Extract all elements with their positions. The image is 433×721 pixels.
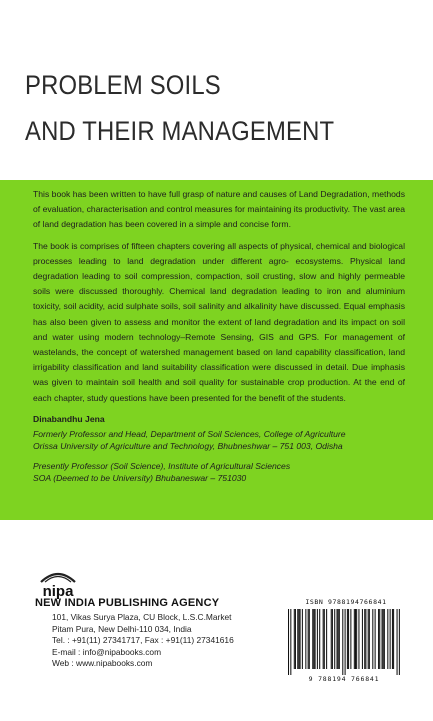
address-line-2: Pitam Pura, New Delhi-110 034, India xyxy=(52,623,192,634)
book-title-line-1: PROBLEM SOILS xyxy=(25,70,221,100)
former-line-2: Orissa University of Agriculture and Technology, Bhubneshwar – 751 003, Odisha xyxy=(33,440,343,451)
address-line-1: 101, Vikas Surya Plaza, CU Block, L.S.C.Market xyxy=(52,612,232,622)
barcode-icon xyxy=(288,609,400,675)
present-line-2: SOA (Deemed to be University) Bhubaneswar – 751030 xyxy=(33,472,247,483)
nipa-logo-icon xyxy=(35,568,81,600)
author-name: Dinabandhu Jena xyxy=(33,413,105,424)
book-title-line-2: AND THEIR MANAGEMENT xyxy=(25,116,335,146)
author-present-affiliation xyxy=(33,460,405,484)
blurb-paragraph-1: This book has been written to have full grasp of nature and causes of Land Degradation, methods of evaluation, characterisation and control measures for maintaining its productivity. The vast area of land degradation has been covered in a simple and concise form. xyxy=(33,189,405,230)
phone-line: Tel. : +91(11) 27341717, Fax : +91(11) 27341616 xyxy=(52,635,234,646)
present-line-1: Presently Professor (Soil Science), Institute of Agricultural Sciences xyxy=(33,460,291,471)
logo-text: nipa xyxy=(42,583,74,600)
isbn-label: ISBN 9788194766841 xyxy=(305,598,387,606)
publisher-address xyxy=(52,612,234,670)
blurb-paragraph-2: The book is comprises of fifteen chapters covering all aspects of physical, chemical and biological processes leading to land degradation under different agro- ecosystems. Physical land degradation leading to soil compression, compaction, soil crusting, slow and highly permeable soils were discussed thoroughly. Chemical land degradation leading to iron and aluminium toxicity, soil acidity, acid sulphate soils, soil salinity and alkalinity have discussed. Equal emphasis has also been given to assess and monitor the extent of land degradation and its impact on soil and water using modern technology–Remote Sensing, GIS and GPS. For management of wastelands, the concept of watershed management based on land capability classification, land irrigability classification and land suitability classification were discussed in detail. Due imphasis was given to maintain soil health and soil quality for sustainable crop production. At the end of each chapter, study questions have been presented for the benefit of the students. xyxy=(33,240,405,403)
web-line: Web : www.nipabooks.com xyxy=(52,658,153,669)
publisher-name: NEW INDIA PUBLISHING AGENCY xyxy=(35,597,220,609)
barcode-digits: 9 788194 766841 xyxy=(308,675,380,683)
isbn-barcode xyxy=(285,598,403,688)
author-former-affiliation xyxy=(33,428,405,452)
blurb-text xyxy=(33,187,405,484)
former-line-1: Formerly Professor and Head, Department of Soil Sciences, College of Agriculture xyxy=(33,428,346,439)
book-title xyxy=(25,62,385,154)
email-line: E-mail : info@nipabooks.com xyxy=(52,646,162,657)
